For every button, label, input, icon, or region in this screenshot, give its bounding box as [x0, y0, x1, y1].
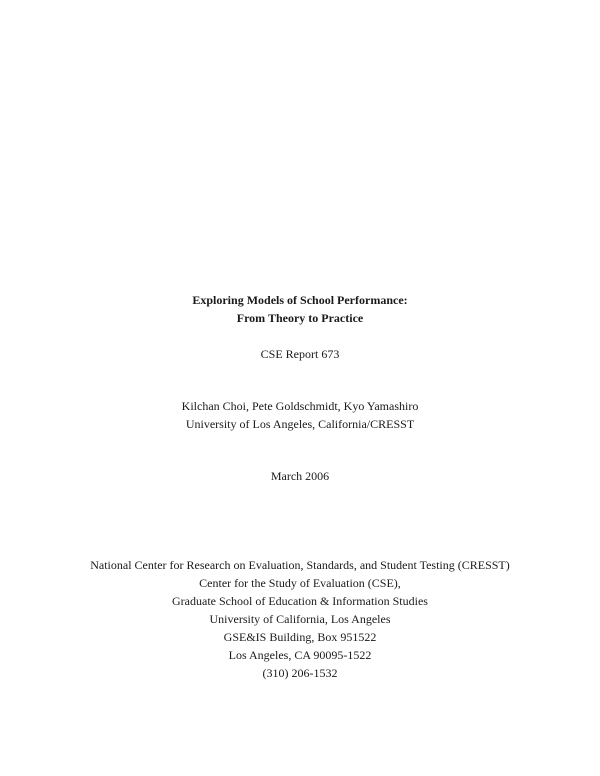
title-line-1: Exploring Models of School Performance:	[192, 293, 408, 307]
author-affiliation: University of Los Angeles, California/CRESST	[185, 417, 415, 431]
org-line: Center for the Study of Evaluation (CSE),	[199, 576, 401, 590]
organization-address	[0, 556, 600, 682]
org-line: GSE&IS Building, Box 951522	[223, 630, 377, 644]
author-block	[0, 397, 600, 433]
org-line: (310) 206-1532	[262, 666, 338, 680]
org-line: National Center for Research on Evaluation, Standards, and Student Testing (CRESST)	[90, 558, 510, 572]
report-number: CSE Report 673	[260, 347, 340, 361]
org-line: Graduate School of Education & Information Studies	[172, 594, 428, 608]
publication-date: March 2006	[270, 469, 330, 483]
org-line: Los Angeles, CA 90095-1522	[228, 648, 372, 662]
author-names: Kilchan Choi, Pete Goldschmidt, Kyo Yamashiro	[181, 399, 419, 413]
org-line: University of California, Los Angeles	[209, 612, 391, 626]
title-line-2: From Theory to Practice	[236, 311, 364, 325]
document-title	[0, 291, 600, 327]
